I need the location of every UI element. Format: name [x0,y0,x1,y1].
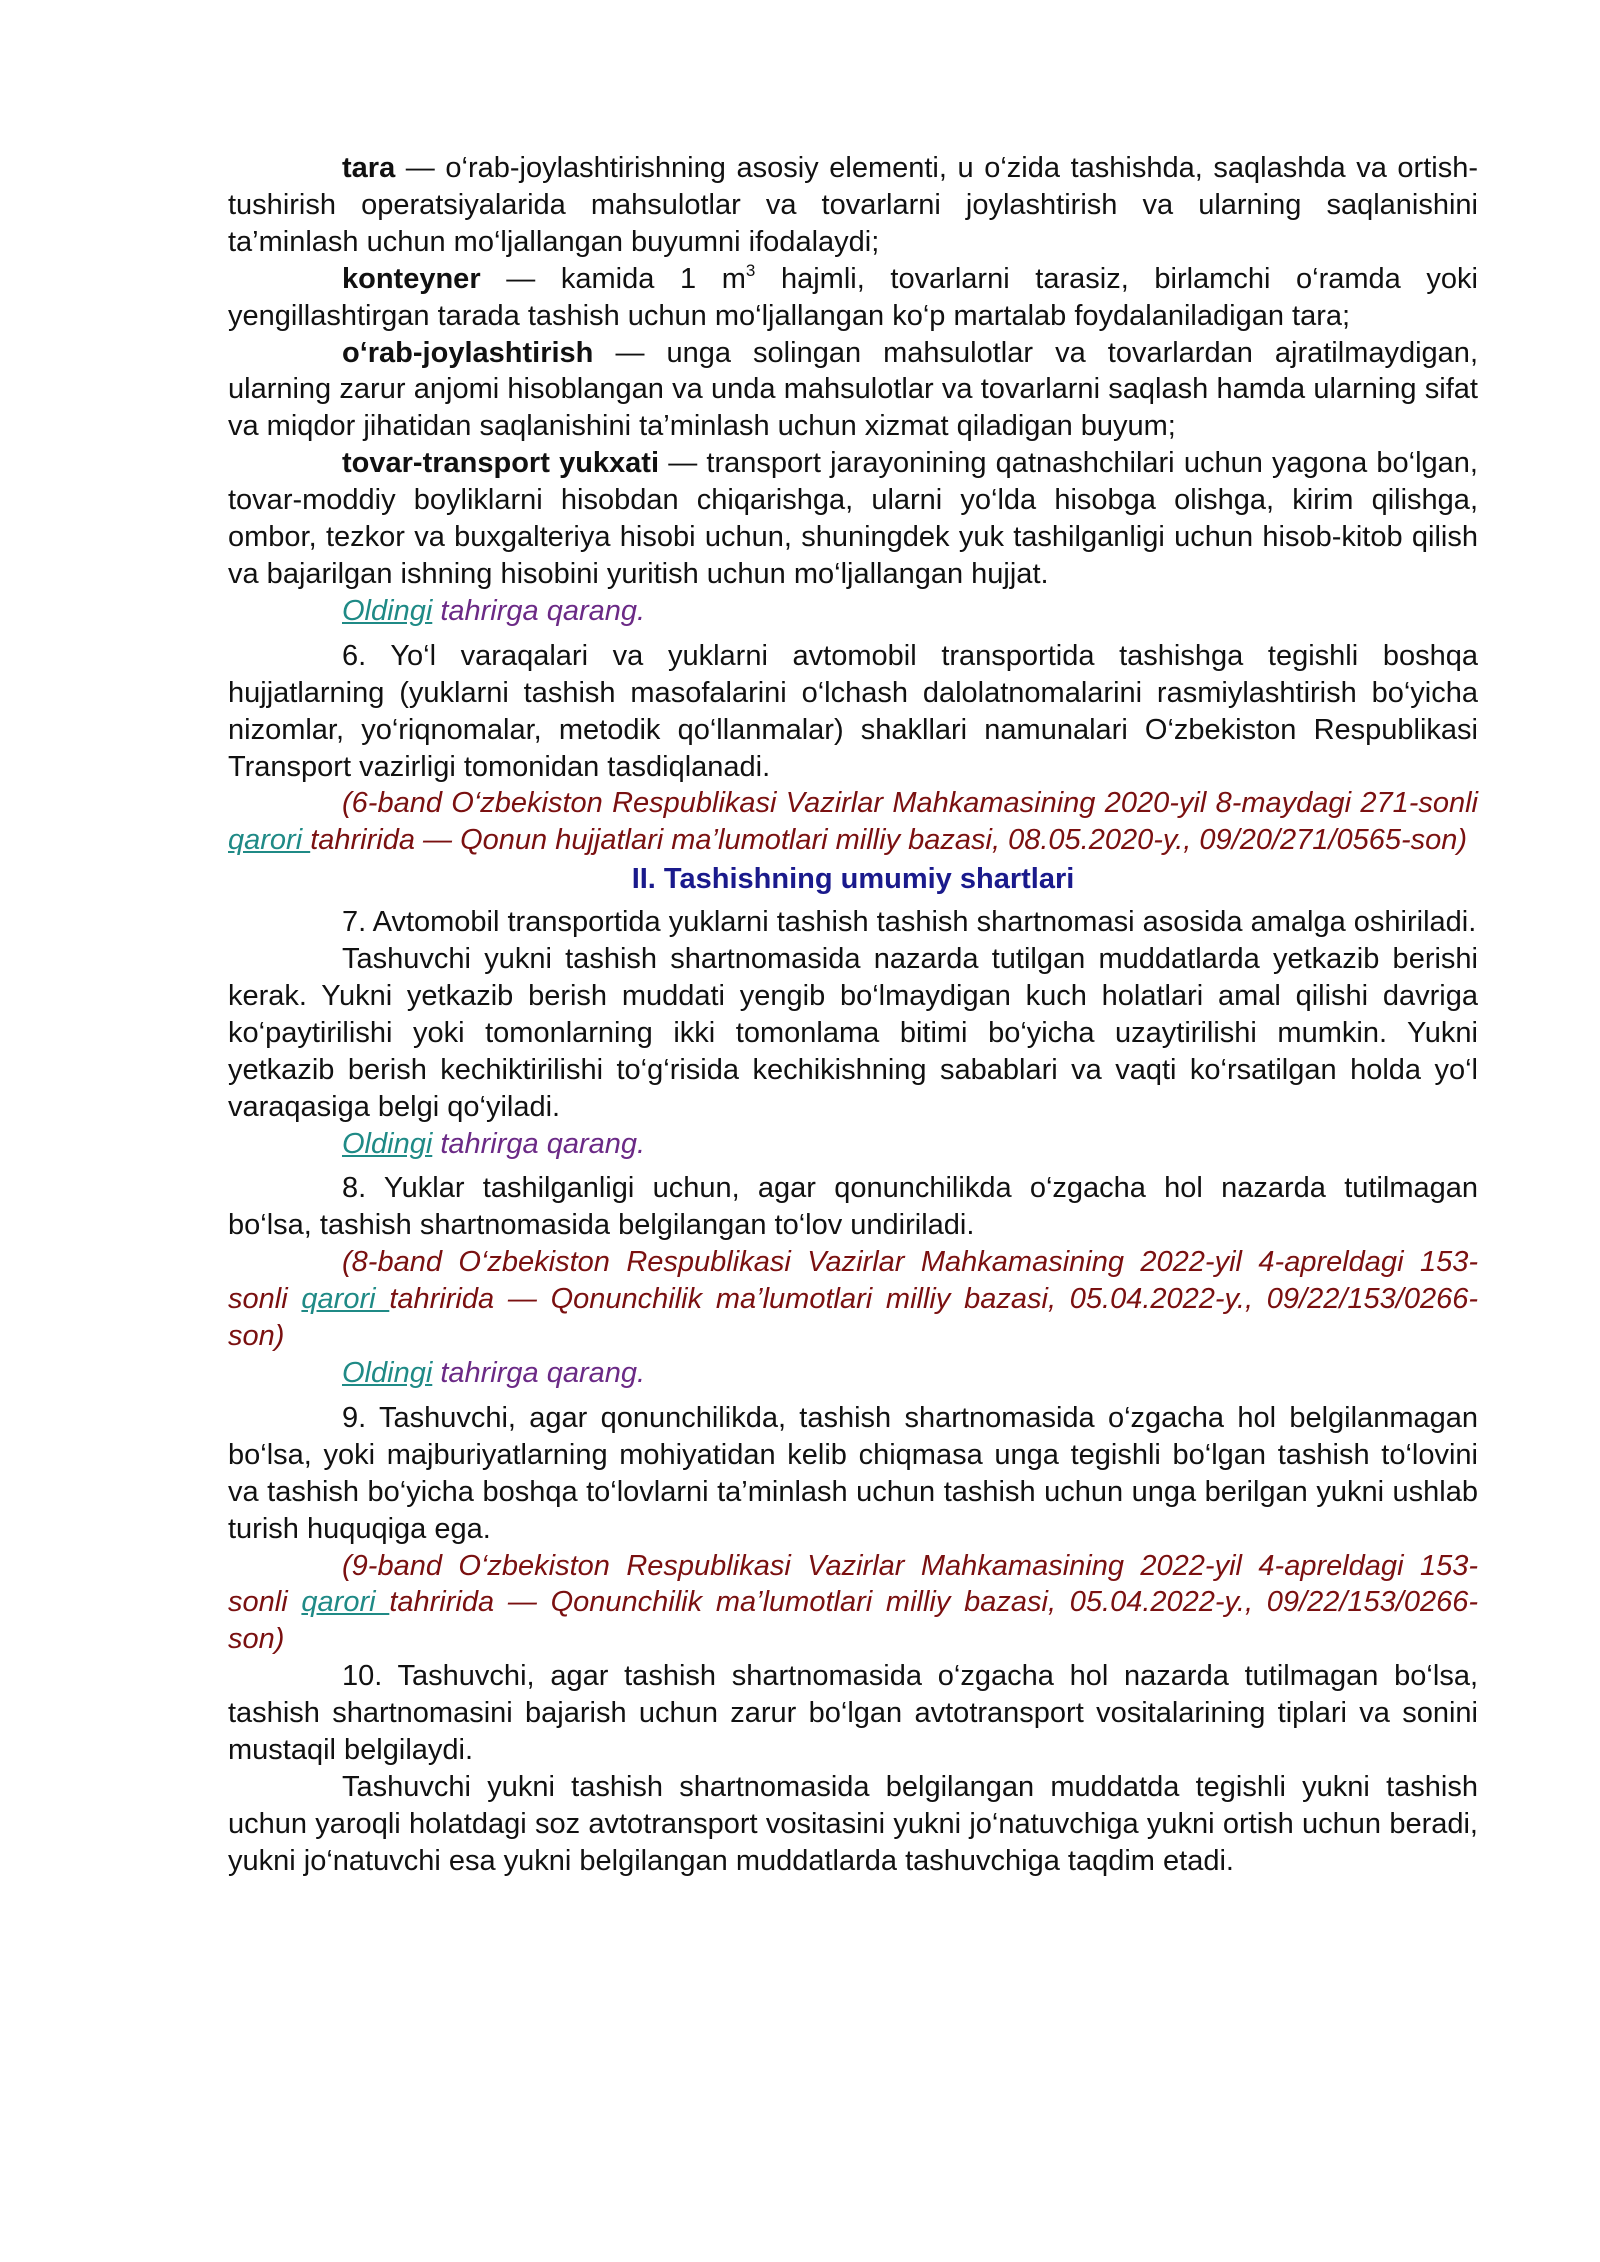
definition-tara [228,150,1478,261]
paragraph-6: 6. Yo‘l varaqalari va yuklarni avtomobil transportida tashishga tegishli boshqa hujjatlarning (yuklarni tashish masofalarini o‘lchash dalolatnomalarini rasmiylashtirish bo‘yicha nizomlar, yo‘riqnomalar, metodik qo‘llanmalar) shakllari namunalari O‘zbekiston Respublikasi Transport vazirligi tomonidan tasdiqlanadi. [228,639,1478,783]
previous-edition-text: tahrirga qarang. [432,594,646,627]
decree-link[interactable]: qarori [228,824,311,857]
section-heading: II. Tashishning umumiy shartlari [631,863,1075,896]
note-text: (9-band O‘zbekiston Respublikasi Vazirlar Mahkamasining 2022-yil 4-apreldagi 153-sonli [228,1549,1478,1619]
previous-edition-note [342,593,1478,630]
definition-text: — o‘rab-joylashtirishning asosiy elementi, u o‘zida tashishda, saqlashda va ortish-tushirish operatsiyalarida mahsulotlar va tovarlarni joylashtirish va ularning saqlanishini ta’minlash uchun mo‘ljallangan buyumni ifodalaydi; [228,152,1478,258]
document-page [228,150,1478,1880]
definition-term: tovar-transport yukxati [342,447,660,480]
paragraph-10: 10. Tashuvchi, agar tashish shartnomasida o‘zgacha hol nazarda tutilmagan bo‘lsa, tashish shartnomasini bajarish uchun zarur bo‘lgan avtotransport vositalarining tiplari va sonini mustaqil belgilaydi. [228,1660,1478,1767]
definition-text: — unga solingan mahsulotlar va tovarlardan ajratilmaydigan, ularning zarur anjomi hisoblangan va unda mahsulotlar va tovarlarni saqlash hamda ularning sifat va miqdor jihatidan saqlanishini ta’minlash uchun xizmat qiladigan buyum; [228,336,1478,443]
previous-edition-note [342,1126,1478,1163]
previous-edition-text: tahrirga qarang. [432,1357,646,1389]
definition-text-start: — kamida 1 m [480,262,746,295]
amendment-note-6 [228,785,1478,859]
previous-edition-note [342,1355,1478,1392]
definition-orab-joylashtirish [228,335,1478,446]
amendment-note-8 [228,1244,1478,1355]
decree-link[interactable]: qarori [301,1283,390,1316]
definition-term: konteyner [342,262,481,295]
paragraph-7: 7. Avtomobil transportida yuklarni tashish tashish shartnomasi asosida amalga oshiriladi. [342,906,1477,939]
superscript: 3 [745,260,756,280]
definition-konteyner [228,261,1478,335]
paragraph-7-continued: Tashuvchi yukni tashish shartnomasida nazarda tutilgan muddatlarda yetkazib berishi kerak. Yukni yetkazib berish muddati yengib bo‘lmaydigan kuch holatlari amal qilishi davriga ko‘paytirilishi yoki tomonlarning ikki tomonlama bitimi bo‘yicha uzaytirilishi mumkin. Yukni yetkazib berish kechiktirilishi to‘g‘risida kechikishning sabablari va vaqti ko‘rsatilgan holda yo‘l varaqasiga belgi qo‘yiladi. [228,943,1478,1123]
note-text: (8-band O‘zbekiston Respublikasi Vazirlar Mahkamasining 2022-yil 4-apreldagi 153-sonli [228,1246,1478,1316]
paragraph-10-continued: Tashuvchi yukni tashish shartnomasida belgilangan muddatda tegishli yukni tashish uchun yaroqli holatdagi soz avtotransport vositasini yukni jo‘natuvchiga yukni ortish uchun beradi, yukni jo‘natuvchi esa yukni belgilangan muddatlarda tashuvchiga taqdim etadi. [228,1770,1478,1877]
note-text: tahririda — Qonunchilik ma’lumotlari milliy bazasi, 05.04.2022-y., 09/22/153/0266-son) [228,1586,1479,1656]
previous-edition-text: tahrirga qarang. [432,1127,646,1160]
paragraph-9: 9. Tashuvchi, agar qonunchilikda, tashish shartnomasida o‘zgacha hol belgilanmagan bo‘lsa, yoki majburiyatlarning mohiyatidan kelib chiqmasa unga tegishli bo‘lgan tashish to‘lovini va tashish bo‘yicha boshqa to‘lovlarni ta’minlash uchun tashish uchun unga berilgan yukni ushlab turish huquqiga ega. [228,1401,1478,1545]
note-text: (6-band O‘zbekiston Respublikasi Vazirlar Mahkamasining 2020-yil 8-maydagi 271-sonli [342,787,1478,820]
note-text: tahririda — Qonunchilik ma’lumotlari milliy bazasi, 05.04.2022-y., 09/22/153/0266-son) [228,1283,1479,1353]
note-text: tahririda — Qonun hujjatlari ma’lumotlari milliy bazasi, 08.05.2020-y., 09/20/271/0565-son) [310,824,1468,857]
previous-edition-link[interactable]: Oldingi [342,594,433,627]
paragraph-8: 8. Yuklar tashilganligi uchun, agar qonunchilikda o‘zgacha hol nazarda tutilmagan bo‘lsa, tashish shartnomasida belgilangan to‘lov undiriladi. [228,1172,1478,1242]
definition-text: — transport jarayonining qatnashchilari uchun yagona bo‘lgan, tovar-moddiy boyliklarni hisobdan chiqarishga, ularni yo‘lda hisobga olishga, kirim qilishga, ombor, tezkor va buxgalteriya hisobi uchun, shuningdek yuk tashilganligi uchun hisob-kitob qilish va bajarilgan ishning hisobini yuritish uchun mo‘ljallangan hujjat. [228,447,1478,590]
decree-link[interactable]: qarori [301,1586,390,1619]
definition-text: hajmli, tovarlarni tarasiz, birlamchi o‘ramda yoki yengillashtirgan tarada tashish uchun mo‘ljallangan ko‘p martalab foydalaniladigan tara; [228,262,1478,332]
previous-edition-link[interactable]: Oldingi [342,1127,433,1160]
definition-term: o‘rab-joylashtirish [342,336,594,369]
amendment-note-9 [228,1548,1478,1659]
previous-edition-link[interactable]: Oldingi [342,1357,433,1389]
definition-tovar-transport-yukxati [228,445,1478,593]
definition-term: tara [342,152,396,184]
